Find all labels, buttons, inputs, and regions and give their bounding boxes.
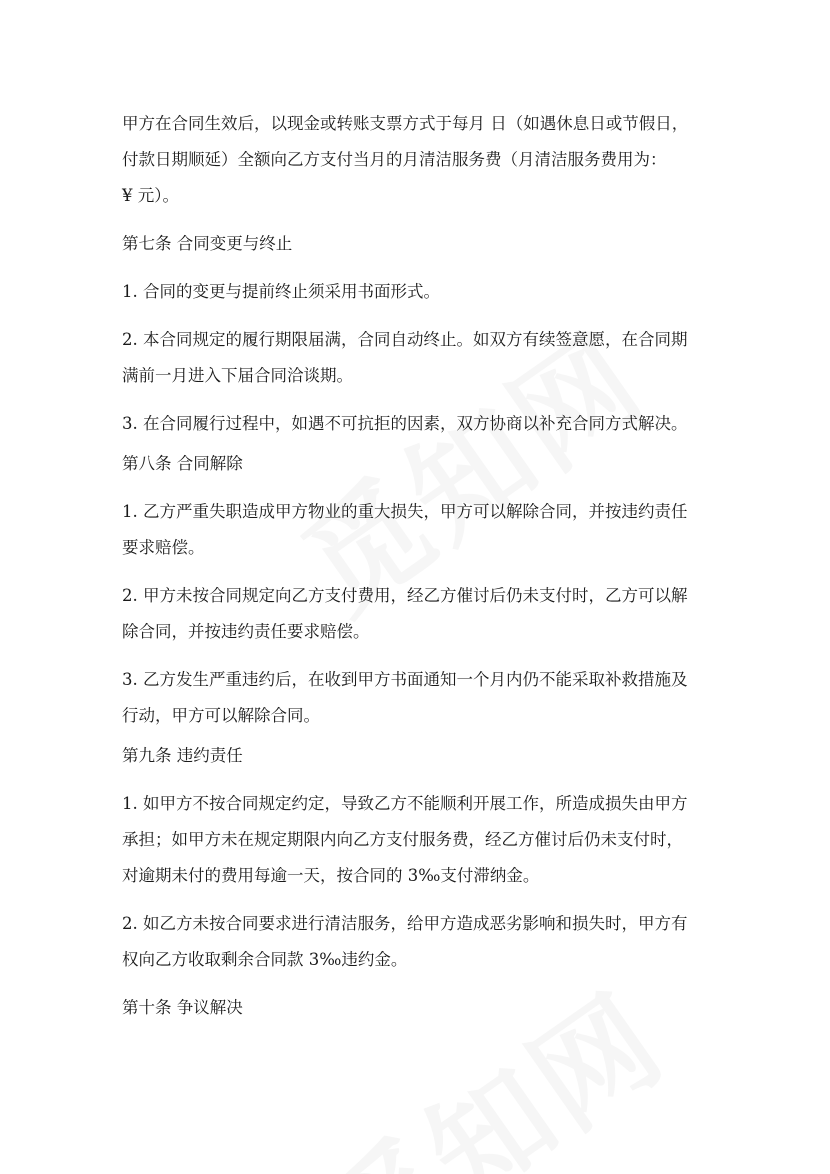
article-heading: 第七条 合同变更与终止 bbox=[122, 234, 293, 253]
heading-article-9 bbox=[122, 738, 722, 774]
text-line: 行动，甲方可以解除合同。 bbox=[122, 706, 320, 725]
article-heading: 第十条 争议解决 bbox=[122, 998, 243, 1017]
text-line: 3. 在合同履行过程中，如遇不可抗拒的因素，双方协商以补充合同方式解决。 bbox=[122, 414, 688, 433]
text-line: ¥ 元）。 bbox=[122, 186, 179, 205]
text-line: 对逾期未付的费用每逾一天，按合同的 3‰支付滞纳金。 bbox=[122, 866, 540, 885]
text-line: 2. 本合同规定的履行期限届满，合同自动终止。如双方有续签意愿，在合同期 bbox=[122, 330, 688, 349]
text-line: 付款日期顺延）全额向乙方支付当月的月清洁服务费（月清洁服务费用为： bbox=[122, 150, 667, 169]
article-heading: 第九条 违约责任 bbox=[122, 746, 243, 765]
clause-8-3 bbox=[122, 662, 722, 734]
document-body bbox=[122, 106, 722, 1026]
paragraph-payment bbox=[122, 106, 722, 214]
article-heading: 第八条 合同解除 bbox=[122, 454, 243, 473]
clause-7-2 bbox=[122, 322, 722, 394]
clause-8-1 bbox=[122, 494, 722, 566]
text-line: 要求赔偿。 bbox=[122, 538, 205, 557]
text-line: 承担；如甲方未在规定期限内向乙方支付服务费，经乙方催讨后仍未支付时， bbox=[122, 830, 683, 849]
clause-7-1 bbox=[122, 274, 722, 310]
clause-9-2 bbox=[122, 906, 722, 978]
text-line: 1. 如甲方不按合同规定约定，导致乙方不能顺利开展工作，所造成损失由甲方 bbox=[122, 794, 688, 813]
clause-9-1 bbox=[122, 786, 722, 894]
text-line: 1. 乙方严重失职造成甲方物业的重大损失，甲方可以解除合同，并按违约责任 bbox=[122, 502, 688, 521]
text-line: 2. 如乙方未按合同要求进行清洁服务，给甲方造成恶劣影响和损失时，甲方有 bbox=[122, 914, 688, 933]
heading-article-7 bbox=[122, 226, 722, 262]
heading-article-8 bbox=[122, 446, 722, 482]
heading-article-10 bbox=[122, 990, 722, 1026]
text-line: 除合同，并按违约责任要求赔偿。 bbox=[122, 622, 370, 641]
text-line: 1. 合同的变更与提前终止须采用书面形式。 bbox=[122, 282, 440, 301]
text-line: 权向乙方收取剩余合同款 3‰违约金。 bbox=[122, 950, 408, 969]
text-line: 甲方在合同生效后，以现金或转账支票方式于每月 日（如遇休息日或节假日， bbox=[122, 114, 689, 133]
text-line: 2. 甲方未按合同规定向乙方支付费用，经乙方催讨后仍未支付时，乙方可以解 bbox=[122, 586, 688, 605]
text-line: 3. 乙方发生严重违约后，在收到甲方书面通知一个月内仍不能采取补救措施及 bbox=[122, 670, 688, 689]
text-line: 满前一月进入下届合同洽谈期。 bbox=[122, 366, 353, 385]
clause-8-2 bbox=[122, 578, 722, 650]
clause-7-3 bbox=[122, 406, 722, 442]
